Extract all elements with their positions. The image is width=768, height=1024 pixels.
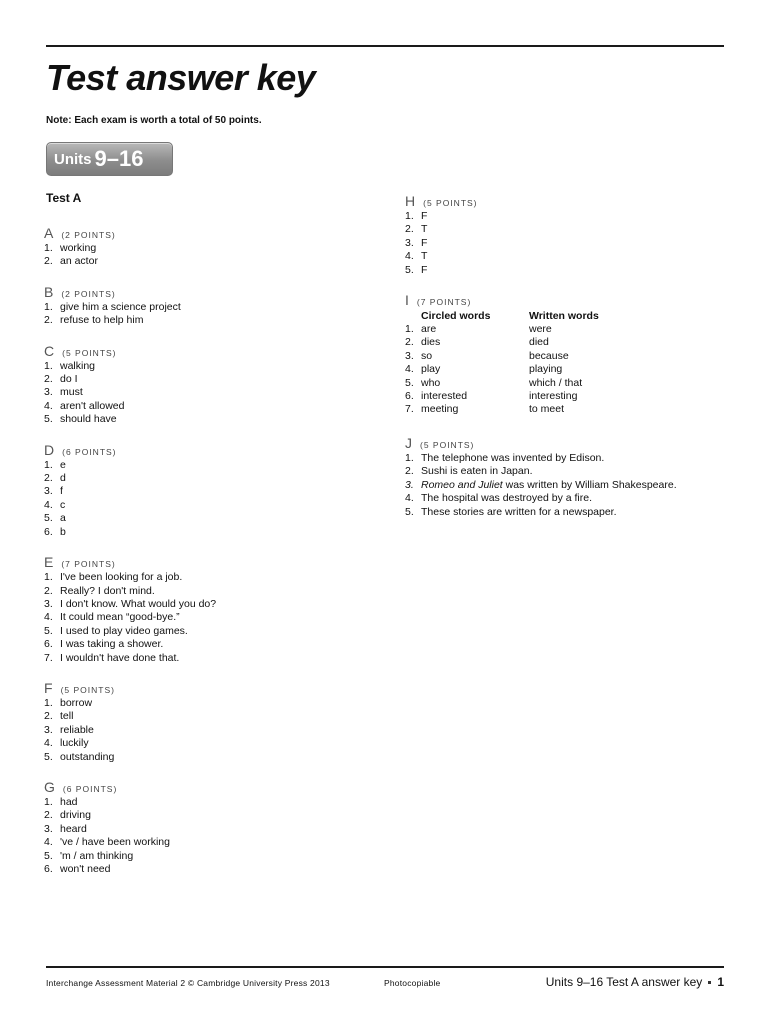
list-item: 2. Really? I don't mind. — [44, 584, 155, 597]
page-number: 1 — [717, 975, 724, 989]
list-item: 4. The hospital was destroyed by a fire. — [405, 492, 593, 505]
list-item: 2. refuse to help him — [44, 314, 144, 327]
section-letter: H — [405, 193, 416, 209]
table-header — [405, 309, 725, 323]
list-item: 6. b — [44, 525, 66, 538]
table-row: 7. meeting to meet — [405, 403, 565, 416]
list-item: 4. luckily — [44, 737, 89, 750]
list-item: 2. tell — [44, 710, 74, 723]
list-item: 3. heard — [44, 822, 87, 835]
list-item: 5. F — [405, 263, 428, 276]
section-letter: A — [44, 225, 54, 241]
bullet-icon — [708, 981, 711, 984]
section-letter: E — [44, 554, 54, 571]
list-item: 1. The telephone was invented by Edison. — [405, 451, 605, 464]
table-row: 6. interested interesting — [405, 390, 578, 403]
list-item: 5. outstanding — [44, 750, 115, 763]
list-item: 1. had — [44, 795, 78, 808]
list-item: 1. borrow — [44, 696, 93, 709]
book-title: Romeo and Juliet — [421, 478, 503, 491]
list-item: 6. won't need — [44, 863, 111, 875]
section-c — [44, 343, 364, 427]
list-item: 5. a — [44, 512, 66, 525]
list-item: 2. driving — [44, 809, 91, 822]
list-item: 4. aren't allowed — [44, 399, 125, 412]
list-item: 1. working — [44, 242, 97, 254]
section-letter: J — [405, 434, 412, 451]
units-badge — [46, 142, 173, 176]
list-item: 1. e — [44, 458, 66, 471]
list-item: 4. 've / have been working — [44, 836, 170, 849]
badge-units-range: 9–16 — [94, 146, 144, 171]
list-item: 1. I've been looking for a job. — [44, 571, 183, 584]
list-item: 3. must — [44, 386, 83, 399]
list-item: 5. These stories are written for a newspaper. — [405, 505, 617, 518]
section-letter: F — [44, 679, 53, 696]
bottom-rule — [46, 966, 724, 968]
list-item: 1. F — [405, 210, 428, 222]
section-b — [44, 284, 364, 328]
list-item: 7. I wouldn't have done that. — [44, 651, 180, 664]
section-points: (2 POINTS) — [61, 230, 116, 240]
list-item: 4. T — [405, 250, 428, 263]
list-item: 2. Sushi is eaten in Japan. — [405, 465, 533, 478]
section-letter: G — [44, 778, 55, 795]
list-item: 1. give him a science project — [44, 300, 181, 313]
section-points: (5 POINTS) — [62, 347, 117, 358]
column-header-circled: Circled words — [421, 310, 491, 323]
right-column — [405, 193, 725, 534]
footer — [46, 975, 724, 991]
list-item: 3. I don't know. What would you do? — [44, 597, 217, 610]
section-g — [44, 779, 364, 876]
section-d — [44, 442, 364, 539]
section-e — [44, 554, 364, 665]
list-item: 2. an actor — [44, 255, 98, 268]
list-item: 6. I was taking a shower. — [44, 638, 164, 651]
test-label: Test A — [46, 191, 82, 205]
section-points: (6 POINTS) — [62, 446, 117, 457]
section-points: (5 POINTS) — [420, 439, 475, 450]
table-row: 2. dies died — [405, 336, 549, 349]
section-j — [405, 435, 725, 519]
table-row: 5. who which / that — [405, 376, 583, 389]
list-item: 3. F — [405, 236, 428, 249]
section-points: (7 POINTS) — [61, 559, 116, 570]
list-item: 5. should have — [44, 413, 117, 426]
footer-key-text: Units 9–16 Test A answer key — [545, 975, 703, 989]
page-title: Test answer key — [46, 57, 316, 98]
list-item: 3. reliable — [44, 723, 94, 736]
section-points: (6 POINTS) — [62, 783, 118, 794]
list-item: 2. do I — [44, 373, 78, 386]
list-item: 5. I used to play video games. — [44, 624, 188, 637]
section-i — [405, 292, 725, 417]
footer-photocopiable: Photocopiable — [384, 978, 441, 988]
section-letter: C — [44, 342, 55, 359]
points-note: Note: Each exam is worth a total of 50 points. — [46, 115, 262, 126]
section-points: (5 POINTS) — [60, 684, 115, 695]
list-item: 4. c — [44, 498, 66, 511]
list-item: 2. T — [405, 223, 428, 236]
column-header-written: Written words — [529, 310, 599, 323]
section-letter: D — [44, 441, 55, 458]
section-letter: I — [405, 292, 409, 309]
badge-units-label: Units — [54, 150, 92, 168]
table-row: 1. are were — [405, 323, 552, 336]
table-row: 4. play playing — [405, 363, 563, 376]
section-f — [44, 680, 364, 764]
list-item: 2. d — [44, 472, 66, 485]
footer-answer-key-label — [546, 975, 724, 989]
section-points: (7 POINTS) — [416, 297, 472, 308]
section-points: (2 POINTS) — [61, 288, 116, 299]
table-row: 3. so because — [405, 349, 569, 362]
list-item: 1. walking — [44, 359, 96, 372]
footer-copyright: Interchange Assessment Material 2 © Cambridge University Press 2013 — [46, 978, 330, 988]
section-points: (5 POINTS) — [423, 198, 478, 208]
list-item: 3. f — [44, 485, 63, 498]
top-rule — [46, 45, 724, 47]
list-item: 5. 'm / am thinking — [44, 849, 134, 862]
list-item: 4. It could mean “good-bye.” — [44, 611, 180, 624]
section-a — [44, 225, 364, 269]
list-item: 3. Romeo and Juliet was written by William Shakespeare. — [405, 478, 677, 491]
left-column — [44, 225, 364, 891]
section-h — [405, 193, 725, 277]
section-letter: B — [44, 283, 54, 300]
